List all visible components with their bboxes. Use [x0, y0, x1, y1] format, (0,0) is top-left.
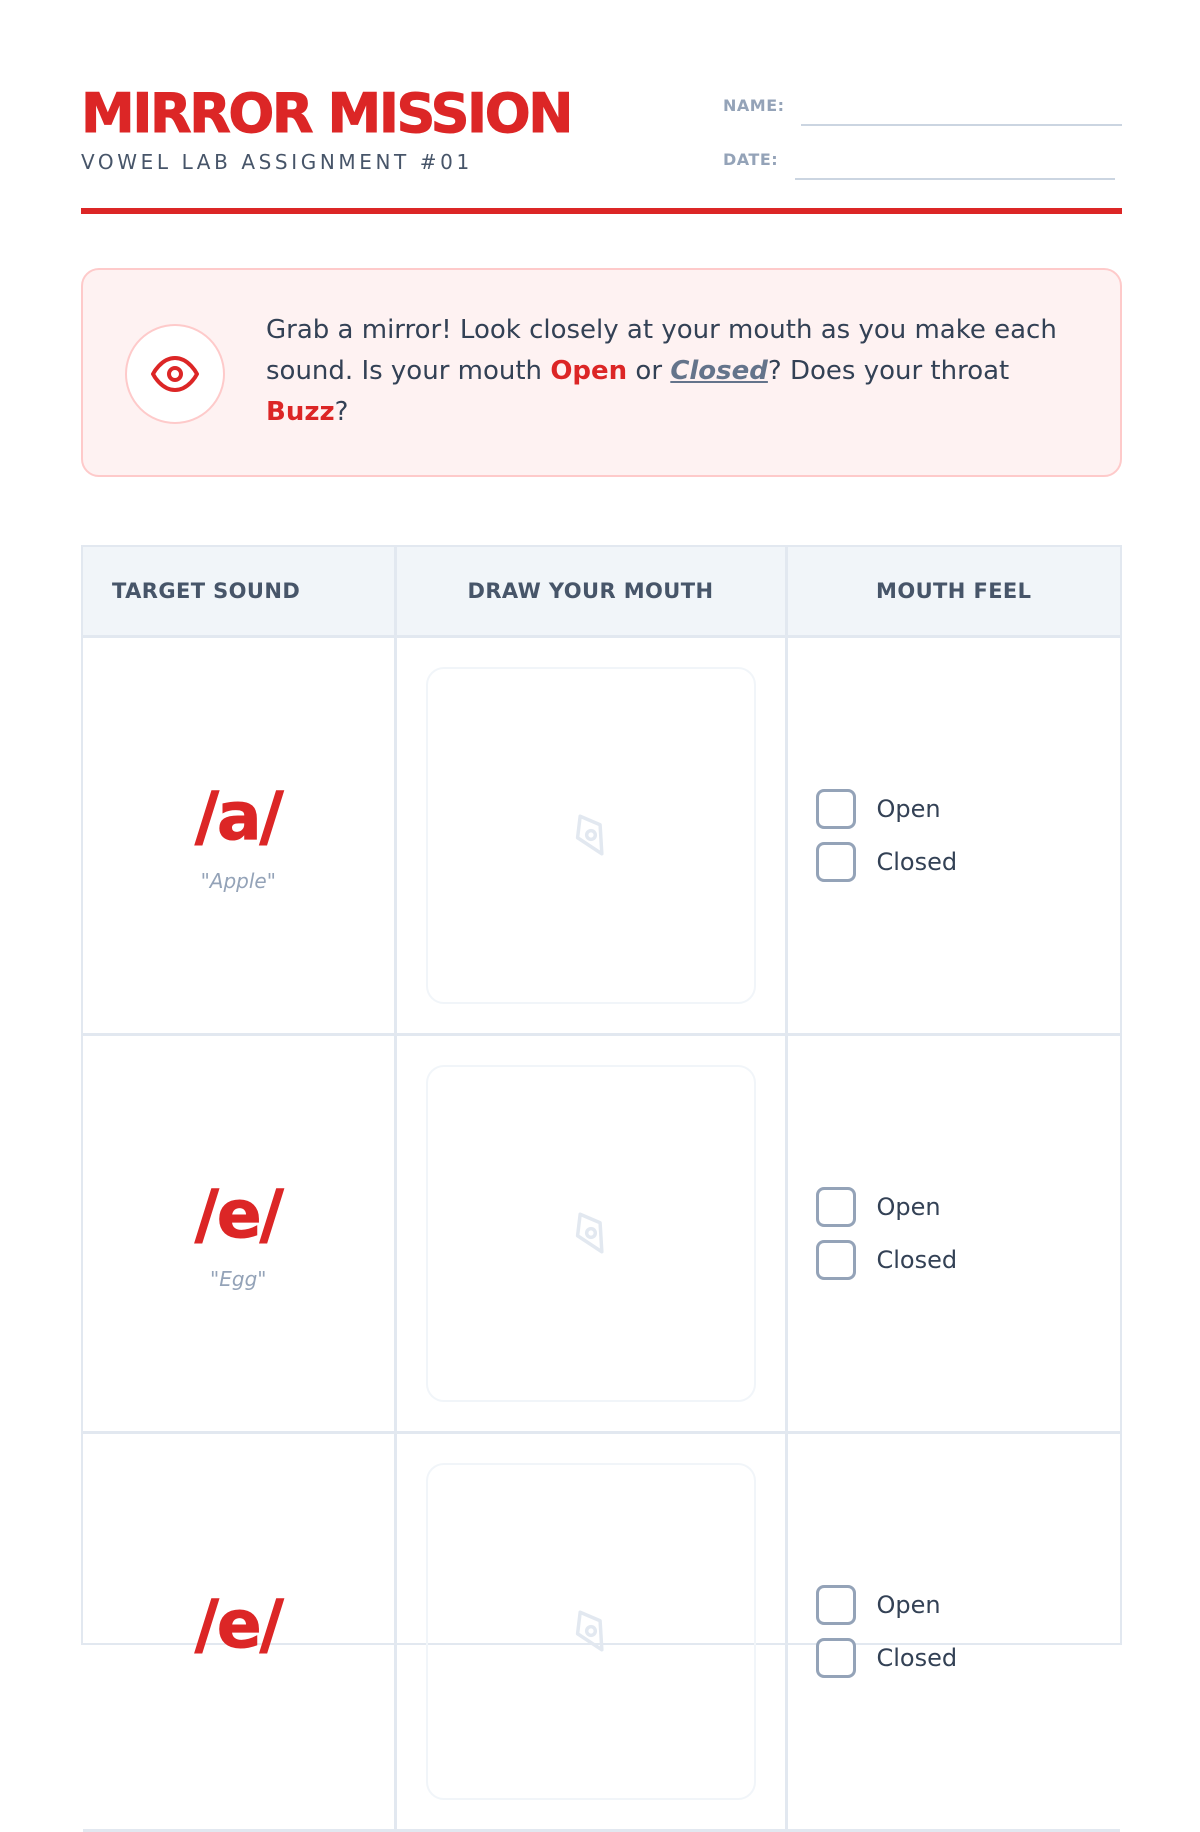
option-closed[interactable] — [816, 1638, 1121, 1678]
header-draw-mouth: DRAW YOUR MOUTH — [395, 547, 786, 636]
option-label: Closed — [876, 1643, 958, 1672]
table-row — [83, 636, 1120, 1034]
drawing-area[interactable] — [426, 667, 756, 1004]
pen-nib-icon — [555, 1595, 626, 1666]
example-word: "Egg" — [210, 1267, 267, 1291]
name-field[interactable] — [723, 96, 1122, 150]
student-fields — [723, 96, 1122, 204]
open-checkbox[interactable] — [816, 1585, 856, 1625]
worksheet-header — [81, 82, 1122, 214]
option-open[interactable] — [816, 1585, 1121, 1625]
mouth-feel-cell — [786, 1432, 1120, 1830]
mouth-feel-cell — [786, 636, 1120, 1034]
instruction-part3: ? — [334, 397, 349, 427]
instruction-part2: ? Does your throat — [767, 356, 1010, 386]
name-label: NAME: — [723, 96, 785, 115]
table-row — [83, 1432, 1120, 1830]
keyword-buzz: Buzz — [266, 397, 335, 427]
date-field[interactable] — [723, 150, 1122, 204]
closed-checkbox[interactable] — [816, 1638, 856, 1678]
header-divider — [81, 208, 1122, 214]
keyword-open: Open — [550, 356, 628, 386]
keyword-closed: Closed — [670, 356, 768, 386]
closed-checkbox[interactable] — [816, 842, 856, 882]
draw-cell — [395, 1432, 786, 1830]
pen-nib-icon — [555, 1197, 626, 1268]
target-sound-cell — [83, 636, 395, 1034]
phoneme: /a/ — [194, 778, 282, 855]
mouth-feel-cell — [786, 1034, 1120, 1432]
option-open[interactable] — [816, 1187, 1121, 1227]
example-word: "Apple" — [200, 869, 276, 893]
date-label: DATE: — [723, 150, 779, 169]
draw-cell — [395, 636, 786, 1034]
option-open[interactable] — [816, 789, 1121, 829]
table-header-row — [83, 547, 1120, 636]
header-mouth-feel: MOUTH FEEL — [786, 547, 1120, 636]
open-checkbox[interactable] — [816, 789, 856, 829]
instruction-text — [266, 310, 1086, 433]
option-label: Open — [876, 1192, 941, 1221]
name-line[interactable] — [801, 124, 1122, 126]
draw-cell — [395, 1034, 786, 1432]
page-subtitle: VOWEL LAB ASSIGNMENT #01 — [81, 150, 473, 174]
page-title: MIRROR MISSION — [81, 82, 572, 145]
phoneme: /e/ — [194, 1176, 282, 1253]
eye-icon — [151, 350, 199, 398]
option-closed[interactable] — [816, 1240, 1121, 1280]
target-sound-cell — [83, 1034, 395, 1432]
table-row — [83, 1034, 1120, 1432]
option-label: Closed — [876, 847, 958, 876]
drawing-area[interactable] — [426, 1065, 756, 1402]
instruction-callout — [81, 268, 1122, 477]
drawing-area[interactable] — [426, 1463, 756, 1800]
closed-checkbox[interactable] — [816, 1240, 856, 1280]
header-target-sound: TARGET SOUND — [83, 547, 395, 636]
option-label: Open — [876, 1590, 941, 1619]
option-label: Closed — [876, 1245, 958, 1274]
title-block — [81, 82, 571, 174]
instruction-or: or — [627, 356, 671, 386]
date-line[interactable] — [795, 178, 1115, 180]
phoneme: /e/ — [194, 1586, 282, 1663]
option-closed[interactable] — [816, 842, 1121, 882]
pen-nib-icon — [555, 799, 626, 870]
eye-icon-badge — [125, 324, 225, 424]
sound-table — [81, 545, 1122, 1672]
instruction-part1: Grab a mirror! Look closely at your mouth as you make each sound. Is your mouth — [266, 315, 1057, 386]
open-checkbox[interactable] — [816, 1187, 856, 1227]
target-sound-cell — [83, 1432, 395, 1830]
option-label: Open — [876, 794, 941, 823]
